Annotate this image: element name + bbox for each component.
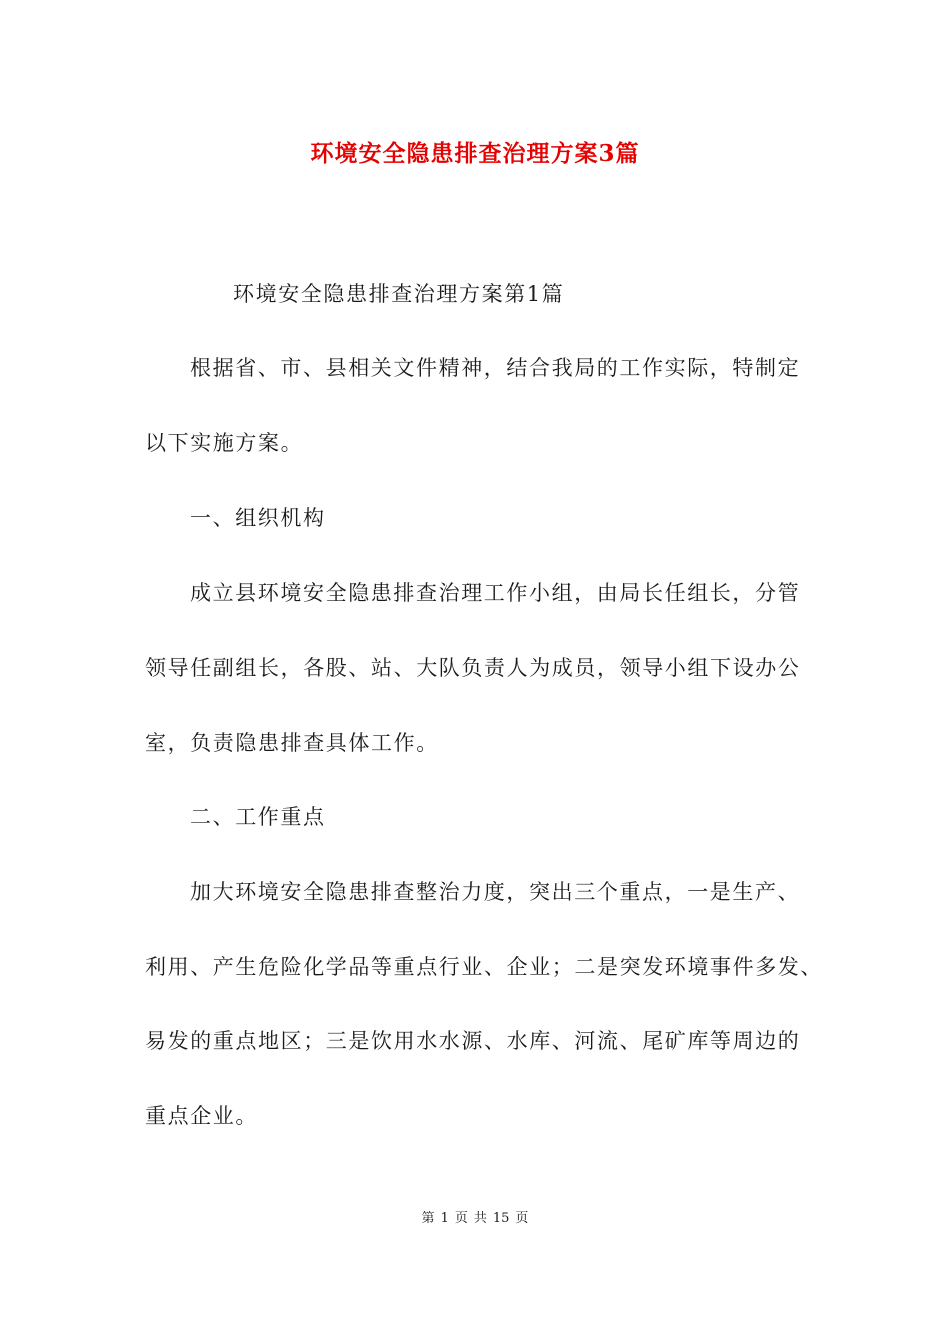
footer-page-word: 页 [454, 1211, 468, 1226]
section-heading: 二、工作重点 [190, 805, 326, 829]
paragraph-line: 重点企业。 [145, 1104, 258, 1128]
paragraph-line: 以下实施方案。 [145, 431, 304, 455]
page-footer [0, 1210, 950, 1228]
paragraph-line: 利用、产生危险化学品等重点行业、企业；二是突发环境事件多发、 [145, 955, 823, 979]
footer-page-number: 1 [440, 1211, 449, 1226]
paragraph-line: 根据省、市、县相关文件精神，结合我局的工作实际，特制定 [190, 356, 801, 380]
section-heading: 一、组织机构 [190, 506, 326, 530]
section-heading-part-1: 环境安全隐患排查治理方案第1篇 [233, 282, 565, 306]
paragraph-line: 易发的重点地区；三是饮用水水源、水库、河流、尾矿库等周边的 [145, 1029, 801, 1053]
footer-total-pages: 15 [492, 1211, 510, 1226]
paragraph-line: 领导任副组长，各股、站、大队负责人为成员，领导小组下设办公 [145, 656, 801, 680]
footer-prefix: 第 [421, 1211, 435, 1226]
paragraph-line: 室，负责隐患排查具体工作。 [145, 731, 439, 755]
document-title: 环境安全隐患排查治理方案3篇 [310, 140, 640, 167]
footer-total-word: 共 [473, 1211, 487, 1226]
footer-suffix: 页 [515, 1211, 529, 1226]
paragraph-line: 成立县环境安全隐患排查治理工作小组，由局长任组长，分管 [190, 581, 801, 605]
paragraph-line: 加大环境安全隐患排查整治力度，突出三个重点，一是生产、 [190, 880, 801, 904]
